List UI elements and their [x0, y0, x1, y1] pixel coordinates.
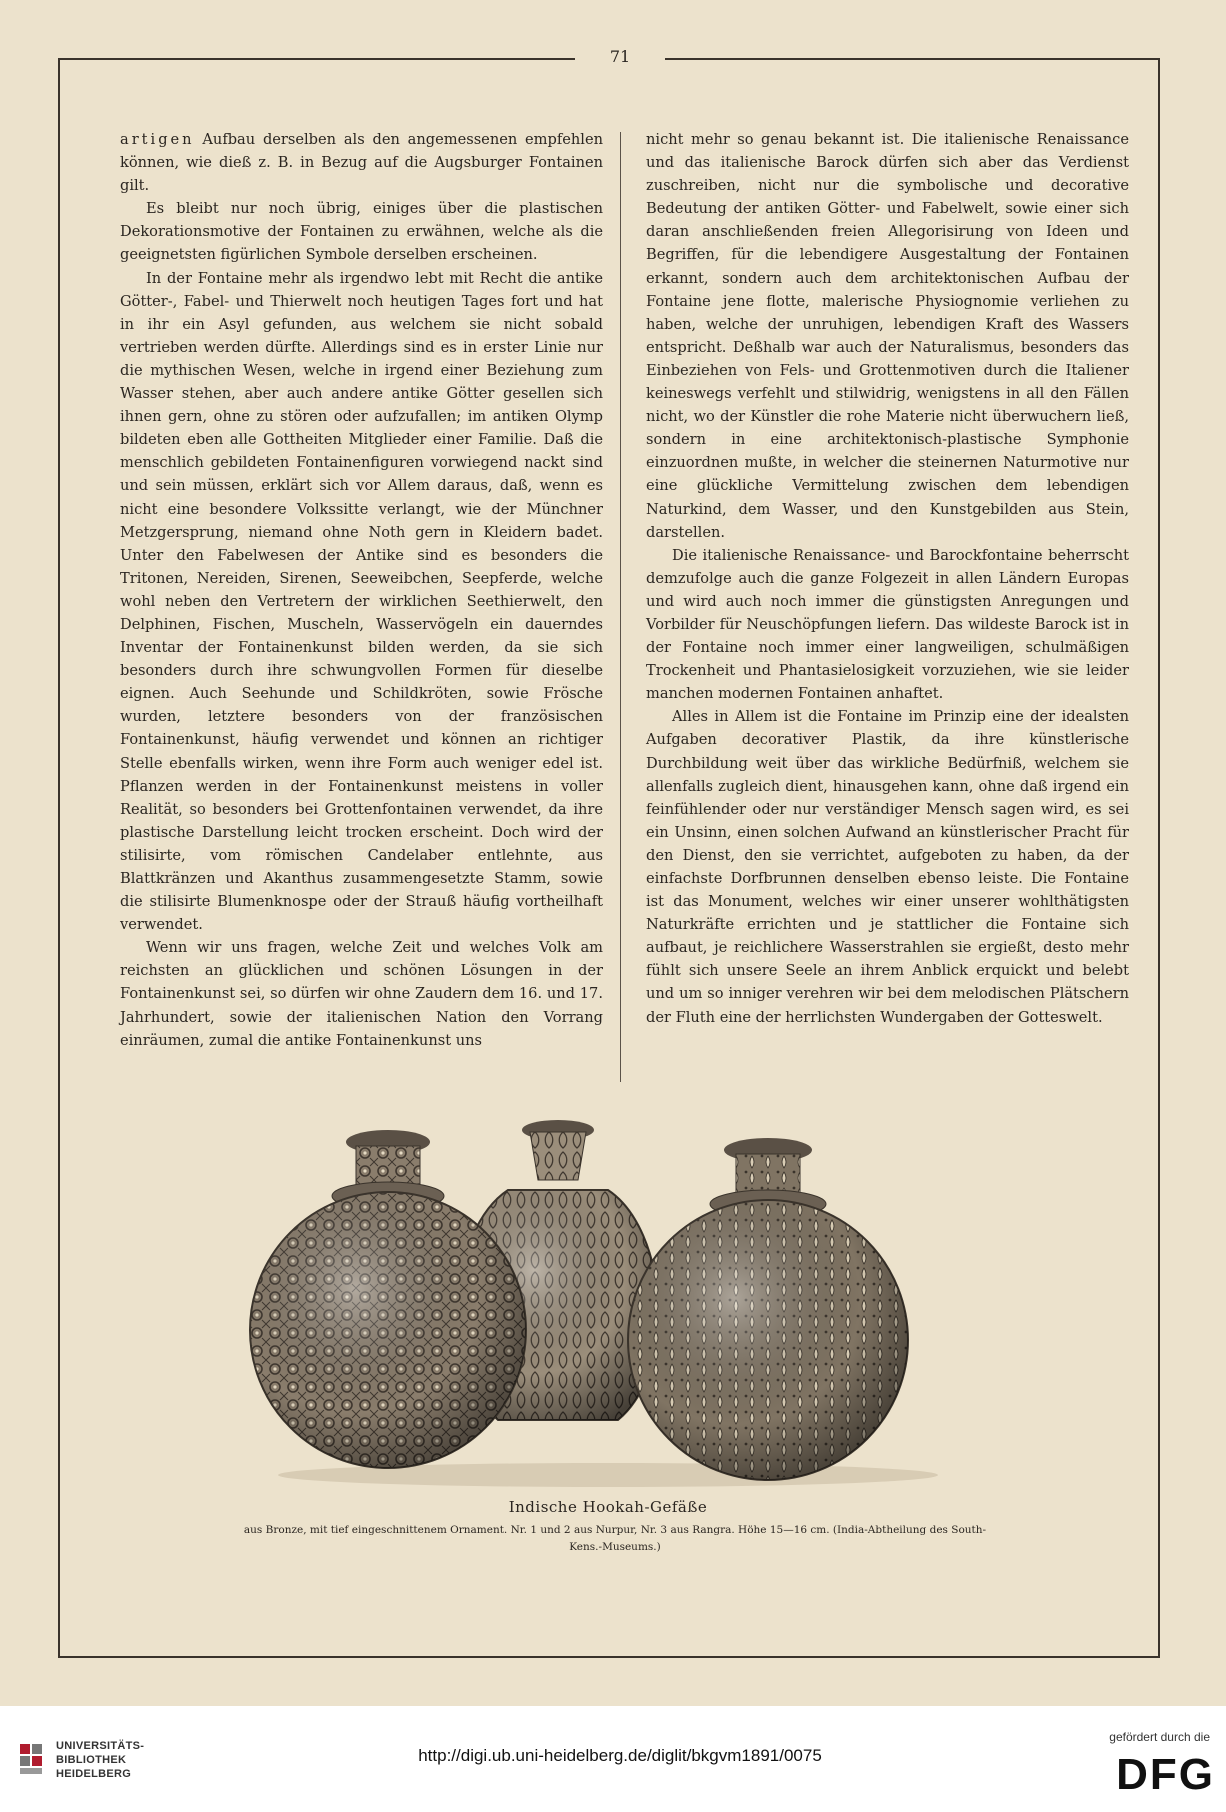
lead-word: artigen: [120, 131, 195, 148]
paragraph-3: In der Fontaine mehr als irgendwo lebt mit Recht die antike Götter-, Fabel- und Thierwelt noch heutigen Tages fort und hat in ihr ein Asyl gefunden, aus welchem sie nicht sobald vertrieben werden dürfte. Allerdings sind es in erster Linie nur die mythischen Wesen, welche in irgend einer Beziehung zum Wasser stehen, aber auch andere antike Götter gesellen sich ihnen gern, ohne zu stören oder aufzufallen; im antiken Olymp bildeten eben alle Gottheiten Mitglieder einer Familie. Daß die menschlich gebildeten Fontainenfiguren vorwiegend nackt sind und sein müssen, erklärt sich vor Allem daraus, daß, wenn es nicht eine besondere Volkssitte verlangt, wie der Münchner Metzgersprung, niemand ohne Noth gern in Kleidern badet. Unter den Fabelwesen der Antike sind es besonders die Tritonen, Nereiden, Sirenen, Seeweibchen, Seepferde, welche wohl neben den Vertretern der wirklichen Seethierwelt, den Delphinen, Fischen, Muscheln, Wasservögeln ein dauerndes Inventar der Fontainenkunst bilden werden, da sie sich besonders durch ihre schwungvollen Formen für dieselbe eignen. Auch Seehunde und Schildkröten, sowie Frösche wurden, letztere besonders von der französischen Fontainenkunst, häufig verwendet und können an richtiger Stelle ebenfalls wirken, wenn ihre Form auch weniger edel ist. Pflanzen werden in der Fontainenkunst meistens in voller Realität, so besonders bei Grottenfontainen verwendet, da ihre plastische Darstellung leicht trocken erscheint. Doch wird der stilisirte, vom römischen Candelaber entlehnte, aus Blattkränzen und Akanthus zusammengesetzte Stamm, sowie die stilisirte Blumenknospe oder der Strauß häufig vortheilhaft verwendet.: [120, 269, 603, 934]
column-rule: [620, 132, 621, 1082]
hookah-vessels-illustration: [248, 1090, 968, 1490]
paragraph-7: Alles in Allem ist die Fontaine im Prinzip eine der idealsten Aufgaben decorativer Plastik, da ihre künstlerische Durchbildung weit über das wirkliche Bedürfniß, welchem sie allenfalls zugleich dient, hinausgehen kann, ohne daß irgend ein feinfühlender oder nur verständiger Mensch sagen wird, es sei ein Unsinn, einen solchen Aufwand an künstlerischer Pracht für den Dienst, den sie verrichtet, aufgeboten zu haben, da der einfachste Dorfbrunnen denselben ebenso leiste. Die Fontaine ist das Monument, welches wir einer unserer wohlthätigsten Naturkräfte errichten und je stattlicher die Fontaine sich aufbaut, je reichlichere Wasserstrahlen sie ergießt, desto mehr fühlt sich unsere Seele an ihrem Anblick erquickt und belebt und um so inniger verehren wir bei dem melodischen Plätschern der Fluth eine der herrlichsten Wundergaben der Gotteswelt.: [646, 708, 1129, 1026]
left-column: [120, 128, 603, 1052]
right-column: [646, 128, 1129, 1029]
library-emblem-icon: [18, 1742, 46, 1778]
logo-line-1: UNIVERSITÄTS-: [56, 1740, 145, 1752]
paragraph-6: Die italienische Renaissance- und Barockfontaine beherrscht demzufolge auch die ganze Folgezeit in allen Ländern Europas und wird auch noch immer die günstigsten Anregungen und Vorbilder für Neuschöpfungen liefern. Das wildeste Barock ist in der Fontaine noch immer einer langweiligen, schulmäßigen Trockenheit und Phantasielosigkeit vorzuziehen, wie sie leider manchen modernen Fontainen anhaftet.: [646, 546, 1129, 703]
dfg-logo[interactable]: DFG: [1116, 1750, 1215, 1799]
university-library-logo[interactable]: [18, 1740, 168, 1790]
logo-line-2: BIBLIOTHEK: [56, 1754, 127, 1766]
funded-by-label: gefördert durch die: [1109, 1730, 1210, 1744]
paragraph-1: artigen Aufbau derselben als den angemessenen empfehlen können, wie dieß z. B. in Bezug auf die Augsburger Fontainen gilt.: [120, 131, 603, 195]
figure-caption-text: aus Bronze, mit tief eingeschnittenem Ornament. Nr. 1 und 2 aus Nurpur, Nr. 3 aus Rangra. Höhe 15—16 cm. (India-Abtheilung des South-Kens.-Museums.): [243, 1524, 987, 1553]
figure-caption-title: Indische Hookah-Gefäße: [508, 1498, 708, 1516]
paragraph-5: nicht mehr so genau bekannt ist. Die italienische Renaissance und das italienische Barock dürfen sich aber das Verdienst zuschreiben, nicht nur die symbolische und decorative Bedeutung der antiken Götter- und Fabelwelt, sowie einer sich daran anschließenden freien Allegorisirung von Ideen und Begriffen, für die lebendigere Ausgestaltung der Fontainen erkannt, sondern auch dem architektonischen Aufbau der Fontaine jene flotte, malerische Physiognomie verliehen zu haben, welche der unruhigen, lebendigen Kraft des Wassers entspricht. Deßhalb war auch der Naturalismus, besonders das Einbeziehen von Fels- und Grottenmotiven durch die Italiener keineswegs verfehlt und stilwidrig, wenigstens in all den Fällen nicht, wo der Künstler die rohe Materie nicht überwuchern ließ, sondern in eine architektonisch-plastische Symphonie einzuordnen mußte, in welcher die steinernen Naturmotive nur eine glückliche Vermittelung zwischen dem lebendigen Naturkind, dem Wasser, und den Kunstgebilden aus Stein, darstellen.: [646, 131, 1129, 541]
paragraph-4: Wenn wir uns fragen, welche Zeit und welches Volk am reichsten an glücklichen und schönen Lösungen in der Fontainenkunst sei, so dürfen wir ohne Zaudern dem 16. und 17. Jahrhundert, sowie der italienischen Nation den Vorrang einräumen, zumal die antike Fontainenkunst uns: [120, 939, 603, 1049]
logo-line-3: HEIDELBERG: [56, 1768, 132, 1780]
source-url-link[interactable]: http://digi.ub.uni-heidelberg.de/diglit/bkgvm1891/0075: [418, 1746, 822, 1765]
page-number: 71: [575, 44, 665, 70]
vessels-engraving: [248, 1090, 968, 1490]
paragraph-2: Es bleibt nur noch übrig, einiges über die plastischen Dekorationsmotive der Fontainen zu erwähnen, welche als die geeignetsten figürlichen Symbole derselben erscheinen.: [120, 200, 603, 264]
